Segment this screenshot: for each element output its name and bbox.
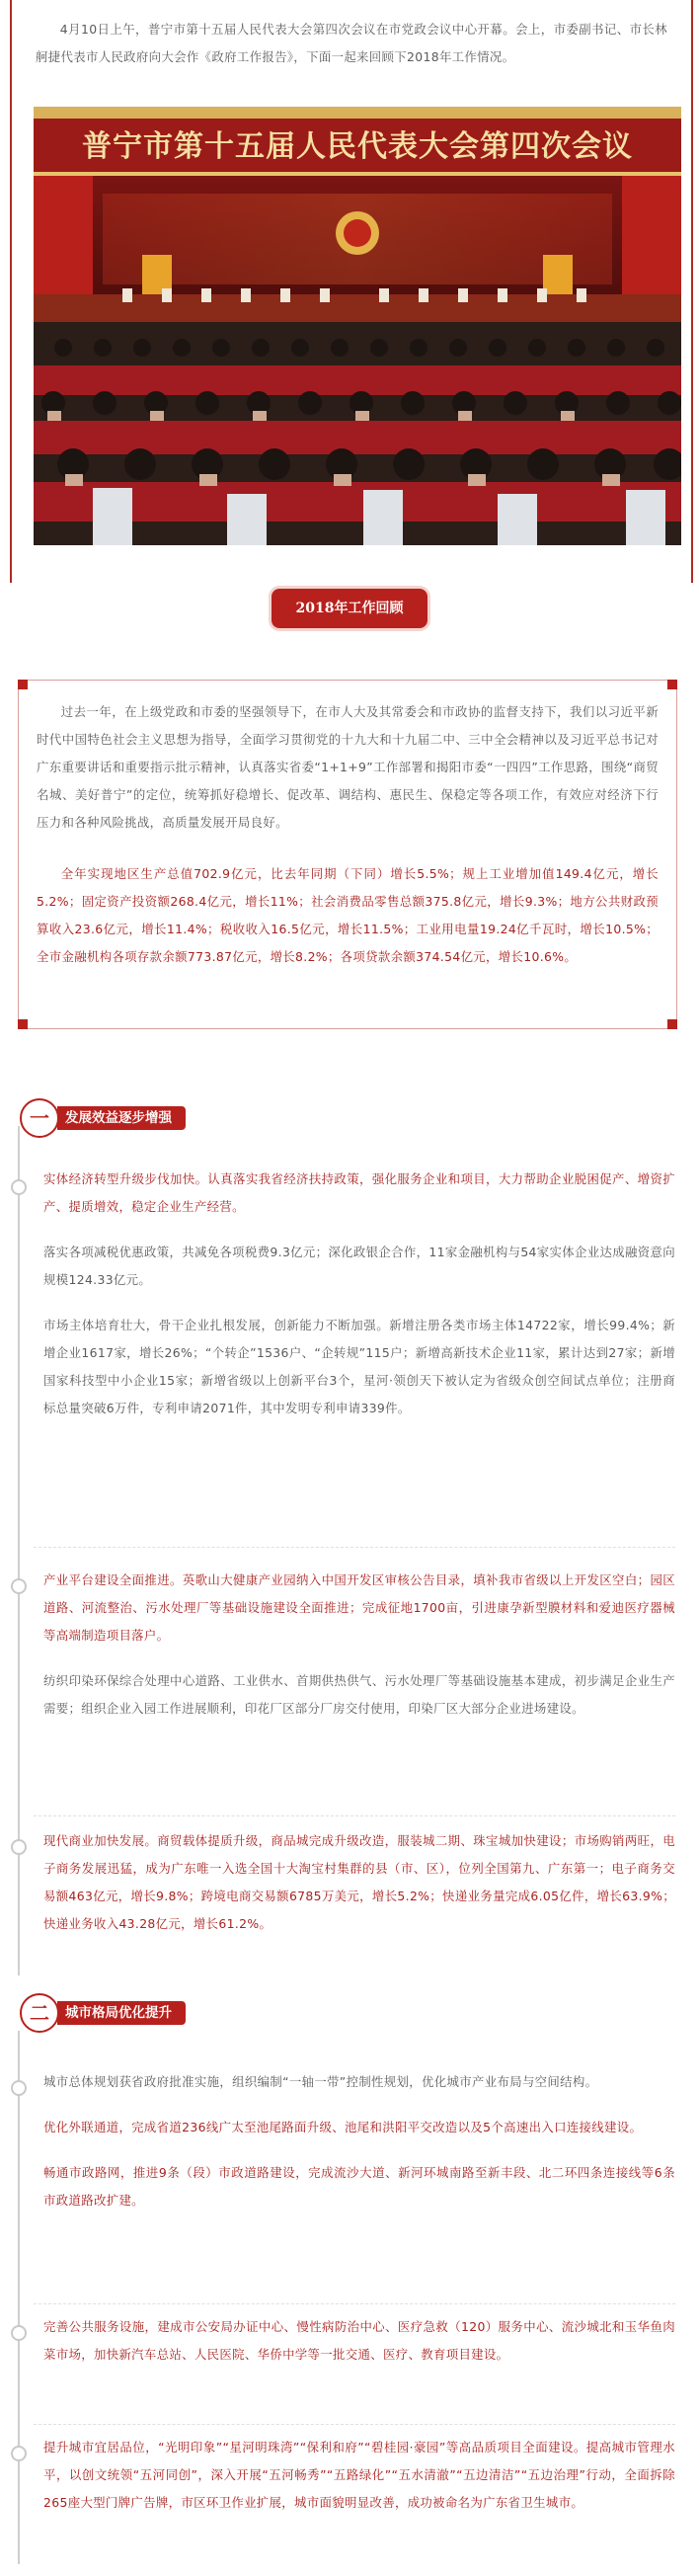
- section1-number: 一: [20, 1098, 59, 1138]
- section2-item1-paragraph2: 优化外联通道，完成省道236线广太至池尾路面升级、池尾和洪阳平交改造以及5个高速出入口连接线建设。: [43, 2120, 643, 2134]
- section1-item2-paragraph2: 纺织印染环保综合处理中心道路、工业供水、首期供热供气、污水处理厂等基础设施基本建成，初步满足企业生产需要；组织企业入园工作进展顺利，印花厂区部分厂房交付使用，印染厂区大部分企业进场建设。: [43, 1673, 675, 1716]
- section1-title: 发展效益逐步增强: [57, 1106, 186, 1130]
- section2-title: 城市格局优化提升: [57, 2001, 186, 2025]
- section1-item2-marker: [11, 1578, 27, 1594]
- summary-paragraph-overview: 过去一年，在上级党政和市委的坚强领导下，在市人大及其常委会和市政协的监督支持下，我们以习近平新时代中国特色社会主义思想为指导，全面学习贯彻党的十九大和十九届二中、三中全会精神以及习近平总书记对广东重要讲话和重要指示批示精神，认真落实省委“1+1+9”工作部署和揭阳市委“一四四”工作思路，围绕“商贸名城、美好普宁”的定位，统筹抓好稳增长、促改革、调结构、惠民生、保稳定等各项工作，有效应对经济下行压力和各种风险挑战，高质量发展开局良好。: [37, 704, 659, 830]
- section1-item1-paragraph3: 市场主体培育壮大，骨干企业扎根发展，创新能力不断加强。新增注册各类市场主体14722家，增长99.4%；新增企业1617家，增长26%；“个转企”1536户、“企转规”115户；新增高新技术企业11家，累计达到27家；新增国家科技型中小企业15家；新增省级以上创新平台3个，星河·领创天下被认定为省级众创空间试点单位；注册商标总量突破6万件，专利申请2071件，其中发明专利申请339件。: [43, 1318, 675, 1415]
- section2-item1: [43, 2068, 675, 2214]
- section2-item2: [43, 2313, 675, 2369]
- section2-header: [10, 1993, 217, 2033]
- section1-divider-1: [34, 1547, 675, 1548]
- section2-item2-marker: [11, 2325, 27, 2341]
- box-corner-top-left: [18, 680, 28, 689]
- section1-item1-paragraph1-text: 实体经济转型升级步伐加快。认真落实我省经济扶持政策，强化服务企业和项目，大力帮助企业脱困促产、增资扩产、提质增效，稳定企业生产经营。: [43, 1171, 675, 1214]
- summary-box: [18, 680, 677, 1029]
- section1-item3: [43, 1827, 675, 1938]
- summary-paragraph-indicators: 全年实现地区生产总值702.9亿元，比去年同期（下同）增长5.5%；规上工业增加值149.4亿元，增长5.2%；固定资产投资额268.4亿元，增长11%；社会消费品零售总额375.8亿元，增长9.3%；地方公共财政预算收入23.6亿元，增长11.4%；税收收入16.5亿元，增长11.5%；工业用电量19.24亿千瓦时，增长10.5%；全市金融机构各项存款余额773.87亿元，增长8.2%；各项贷款余额374.54亿元，增长10.6%。: [37, 866, 659, 964]
- section2-divider-2: [34, 2424, 675, 2425]
- section1-item1-marker: [11, 1179, 27, 1195]
- box-corner-bottom-right: [667, 1019, 677, 1029]
- section2-item1-paragraph3: 畅通市政路网，推进9条（段）市政道路建设，完成流沙大道、新河环城南路至新丰段、北二环四条连接线等6条市政道路改扩建。: [43, 2165, 675, 2208]
- section1-item3-marker: [11, 1839, 27, 1855]
- section1-item2-paragraph1: 产业平台建设全面推进。英歌山大健康产业园纳入中国开发区审核公告目录，填补我市省级以上开发区空白；园区道路、河流整治、污水处理厂等基础设施建设全面推进；完成征地1700亩，引进康孕新型膜材料和爱迪医疗器械等高端制造项目落户。: [43, 1572, 675, 1643]
- summary-content: [37, 698, 659, 971]
- review-2018-badge: 2018年工作回顾: [272, 589, 427, 628]
- section1-item1-paragraph2: 落实各项减税优惠政策，共减免各项税费9.3亿元；深化政银企合作，11家金融机构与54家实体企业达成融资意向规模124.33亿元。: [43, 1245, 675, 1287]
- photo-banner-text: 普宁市第十五届人民代表大会第四次会议: [82, 129, 633, 164]
- conference-photo: [34, 107, 681, 545]
- section2-item3-paragraph1: 提升城市宜居品位，“光明印象”“星河明珠湾”“保利和府”“碧桂园·豪园”等高品质项目全面建设。提高城市管理水平，以创文统领“五河同创”，深入开展“五河畅秀”“五路绿化”“五水清澈”“五边清洁”“五边治理”行动，全面拆除265座大型门牌广告牌，市区环卫作业扩展，城市面貌明显改善，成功被命名为广东省卫生城市。: [43, 2440, 675, 2510]
- section2-item2-paragraph1: 完善公共服务设施，建成市公安局办证中心、慢性病防治中心、医疗急救（120）服务中心、流沙城北和玉华鱼肉菜市场，加快新汽车总站、人民医院、华侨中学等一批交通、医疗、教育项目建设。: [43, 2319, 675, 2362]
- section2-timeline-line: [18, 2031, 20, 2564]
- box-corner-bottom-left: [18, 1019, 28, 1029]
- conference-photo-illustration: [34, 107, 681, 545]
- section1-header: [10, 1098, 217, 1138]
- section1-item1: [43, 1166, 675, 1422]
- section1-divider-2: [34, 1815, 675, 1816]
- section2-divider-1: [34, 2303, 675, 2304]
- section2-item1-marker: [11, 2080, 27, 2096]
- section2-item1-paragraph1: 城市总体规划获省政府批准实施，组织编制“一轴一带”控制性规划，优化城市产业布局与空间结构。: [43, 2074, 598, 2089]
- intro-block: [36, 16, 667, 71]
- section2-item3-marker: [11, 2446, 27, 2461]
- section2-number: 二: [20, 1993, 59, 2033]
- section1-item3-paragraph1: 现代商业加快发展。商贸载体提质升级，商品城完成升级改造，服装城二期、珠宝城加快建设；市场购销两旺，电子商务发展迅猛，成为广东唯一入选全国十大淘宝村集群的县（市、区），位列全国第九、广东第一；电子商务交易额463亿元，增长9.8%；跨境电商交易额6785万美元，增长5.2%；快递业务量完成6.05亿件，增长63.9%；快递业务收入43.28亿元，增长61.2%。: [43, 1833, 675, 1931]
- box-corner-top-right: [667, 680, 677, 689]
- section1-item2: [43, 1567, 675, 1723]
- section2-item3: [43, 2434, 675, 2517]
- section1-item1-paragraph1: [43, 1166, 675, 1221]
- intro-paragraph: 4月10日上午，普宁市第十五届人民代表大会第四次会议在市党政会议中心开幕。会上，市委副书记、市长林舸捷代表市人民政府向大会作《政府工作报告》，下面一起来回顾下2018年工作情况。: [36, 22, 667, 64]
